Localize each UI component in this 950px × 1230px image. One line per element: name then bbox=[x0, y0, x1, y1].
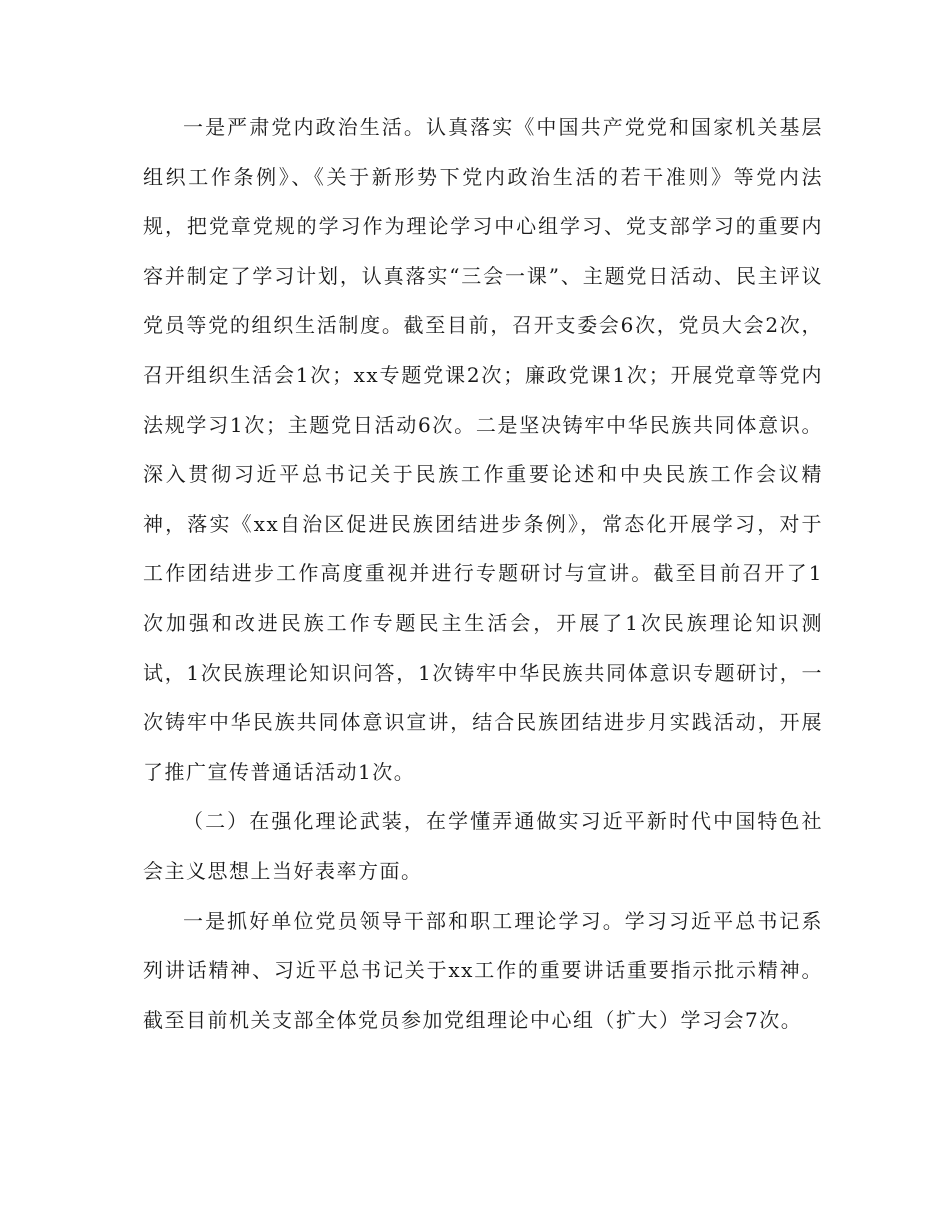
document-body bbox=[143, 103, 823, 1045]
paragraph-party-political-life: 一是严肃党内政治生活。认真落实《中国共产党党和国家机关基层组织工作条例》、《关于新形势下党内政治生活的若干准则》等党内法规，把党章党规的学习作为理论学习中心组学习、党支部学习的重要内容并制定了学习计划，认真落实“三会一课”、主题党日活动、民主评议党员等党的组织生活制度。截至目前，召开支委会6次，党员大会2次，召开组织生活会1次；xx专题党课2次；廉政党课1次；开展党章等党内法规学习1次；主题党日活动6次。二是坚决铸牢中华民族共同体意识。深入贯彻习近平总书记关于民族工作重要论述和中央民族工作会议精神，落实《xx自治区促进民族团结进步条例》，常态化开展学习，对于工作团结进步工作高度重视并进行专题研讨与宣讲。截至目前召开了1次加强和改进民族工作专题民主生活会，开展了1次民族理论知识测试，1次民族理论知识问答，1次铸牢中华民族共同体意识专题研讨，一次铸牢中华民族共同体意识宣讲，结合民族团结进步月实践活动，开展了推广宣传普通话活动1次。 bbox=[143, 115, 823, 784]
paragraph-theory-study: 一是抓好单位党员领导干部和职工理论学习。学习习近平总书记系列讲话精神、习近平总书记关于xx工作的重要讲话重要指示批示精神。截至目前机关支部全体党员参加党组理论中心组（扩大）学习会7次。 bbox=[143, 908, 823, 1032]
paragraph-section-heading-theory: （二）在强化理论武装，在学懂弄通做实习近平新时代中国特色社会主义思想上当好表率方面。 bbox=[143, 809, 823, 883]
